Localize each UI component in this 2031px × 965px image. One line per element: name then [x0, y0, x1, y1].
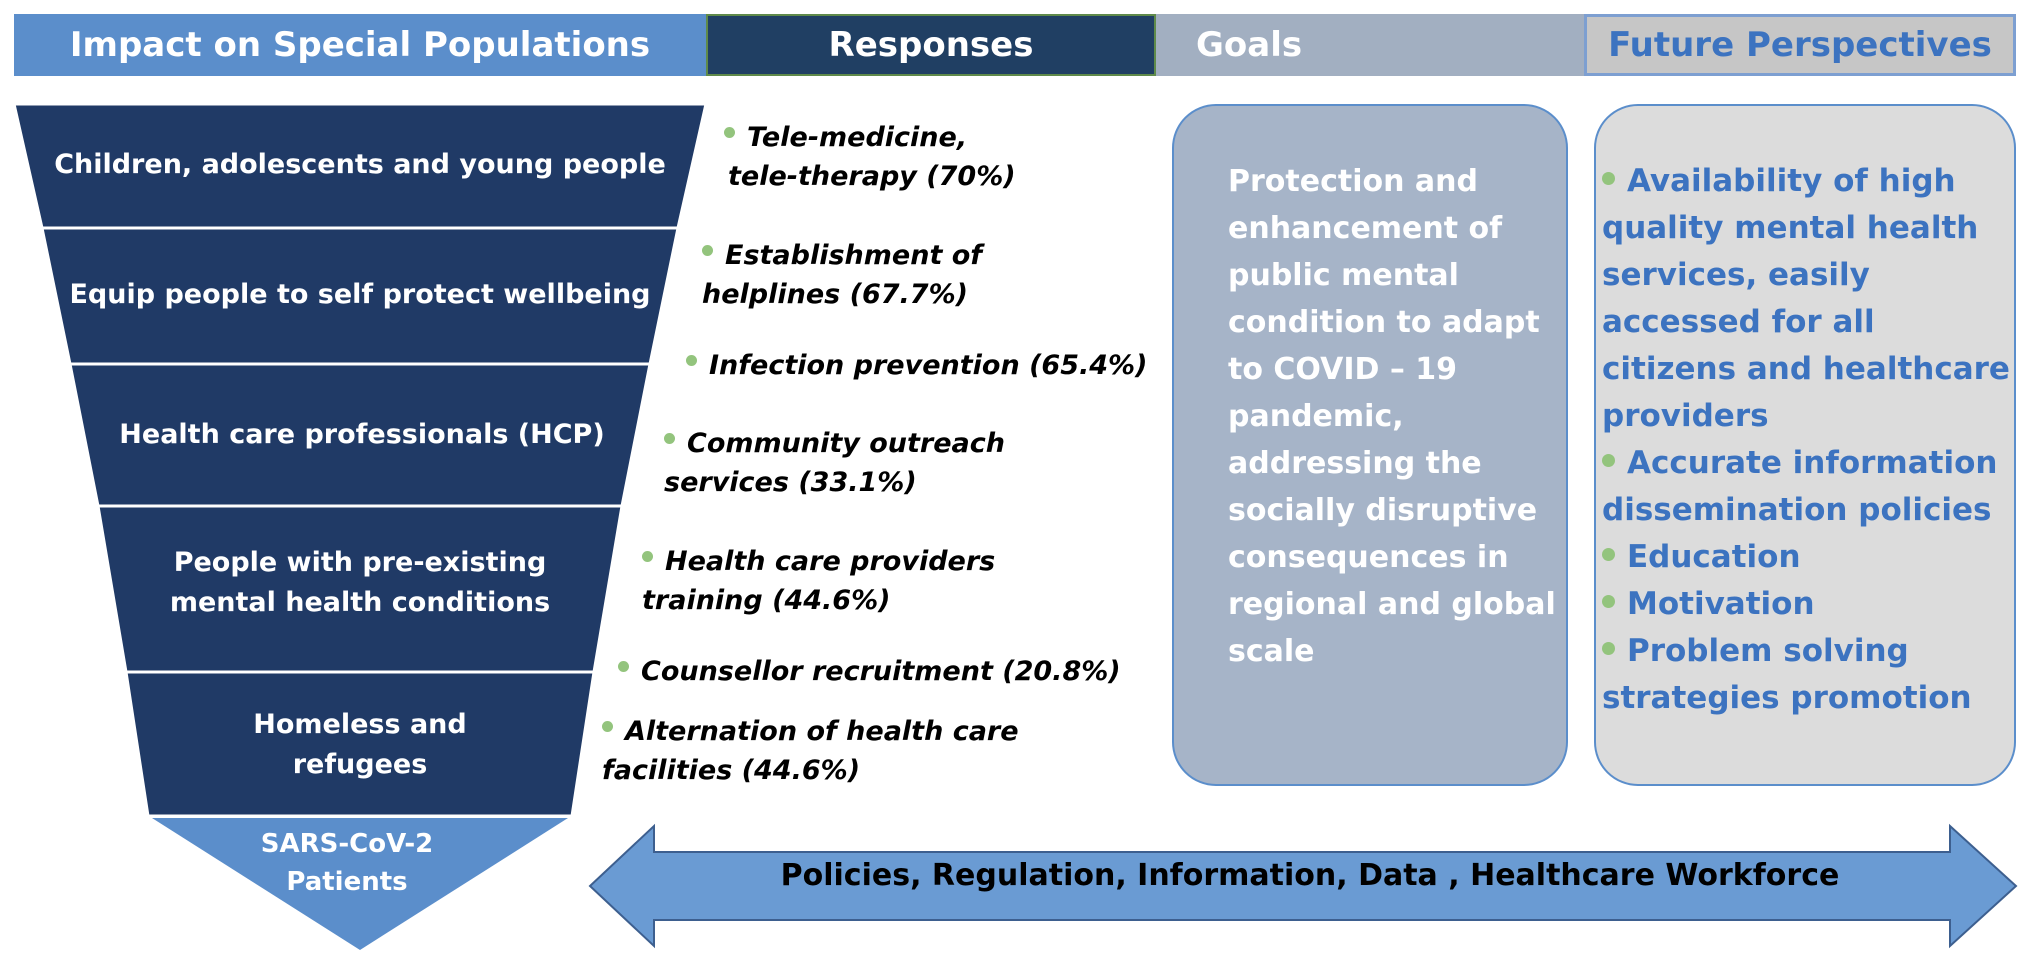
bullet-dot-icon — [1602, 642, 1615, 655]
funnel-tip-label: SARS-CoV-2 Patients — [260, 829, 434, 897]
arrow-label: Policies, Regulation, Information, Data , Healthcare Workforce — [780, 858, 1840, 893]
header-impact: Impact on Special Populations — [14, 14, 706, 76]
bullet-dot-icon — [1602, 595, 1615, 608]
funnel-label-pre-existing: People with pre-existing mental health conditions — [169, 546, 551, 618]
bullet-dot-icon — [724, 127, 735, 138]
response-item: Counsellor recruitment (20.8%) — [618, 652, 1121, 691]
bullet-dot-icon — [1602, 172, 1615, 185]
future-item: Problem solving strategies promotion — [1602, 633, 1972, 716]
response-item: Infection prevention (65.4%) — [686, 346, 1147, 385]
bullet-dot-icon — [686, 355, 697, 366]
bullet-dot-icon — [642, 551, 653, 562]
response-item: Health care providers training (44.6%) — [642, 546, 996, 617]
goals-text: Protection and enhancement of public mental condition to adapt to COVID – 19 pandemic, addressing the socially disruptive consequences in regional and global scale — [1228, 164, 1556, 669]
bullet-dot-icon — [618, 661, 629, 672]
future-list — [1602, 158, 2010, 722]
future-item: Motivation — [1602, 581, 2010, 628]
future-item: Accurate information dissemination policies — [1602, 445, 1998, 528]
header-goals: Goals — [1156, 14, 1584, 76]
response-item: Tele-medicine, tele-therapy (70%) — [724, 118, 1016, 196]
funnel-label-hcp: Health care professionals (HCP) — [119, 418, 605, 450]
response-item: Alternation of health care facilities (44.6%) — [602, 716, 1019, 787]
response-item: Establishment of helplines (67.7%) — [702, 240, 983, 311]
bullet-dot-icon — [664, 433, 675, 444]
bullet-dot-icon — [1602, 548, 1615, 561]
bullet-dot-icon — [602, 721, 613, 732]
future-item: Availability of high quality mental health services, easily accessed for all citizens and healthcare providers — [1602, 163, 2010, 434]
funnel-label-homeless: Homeless and refugees — [253, 708, 467, 780]
bullet-dot-icon — [702, 245, 713, 256]
funnel-label-children: Children, adolescents and young people — [54, 148, 666, 180]
header-future-perspectives: Future Perspectives — [1584, 14, 2016, 76]
future-item: Education — [1602, 534, 2010, 581]
header-responses: Responses — [706, 14, 1156, 76]
response-item: Community outreach services (33.1%) — [664, 428, 1005, 499]
bullet-dot-icon — [1602, 454, 1615, 467]
funnel-label-equip: Equip people to self protect wellbeing — [69, 278, 651, 310]
